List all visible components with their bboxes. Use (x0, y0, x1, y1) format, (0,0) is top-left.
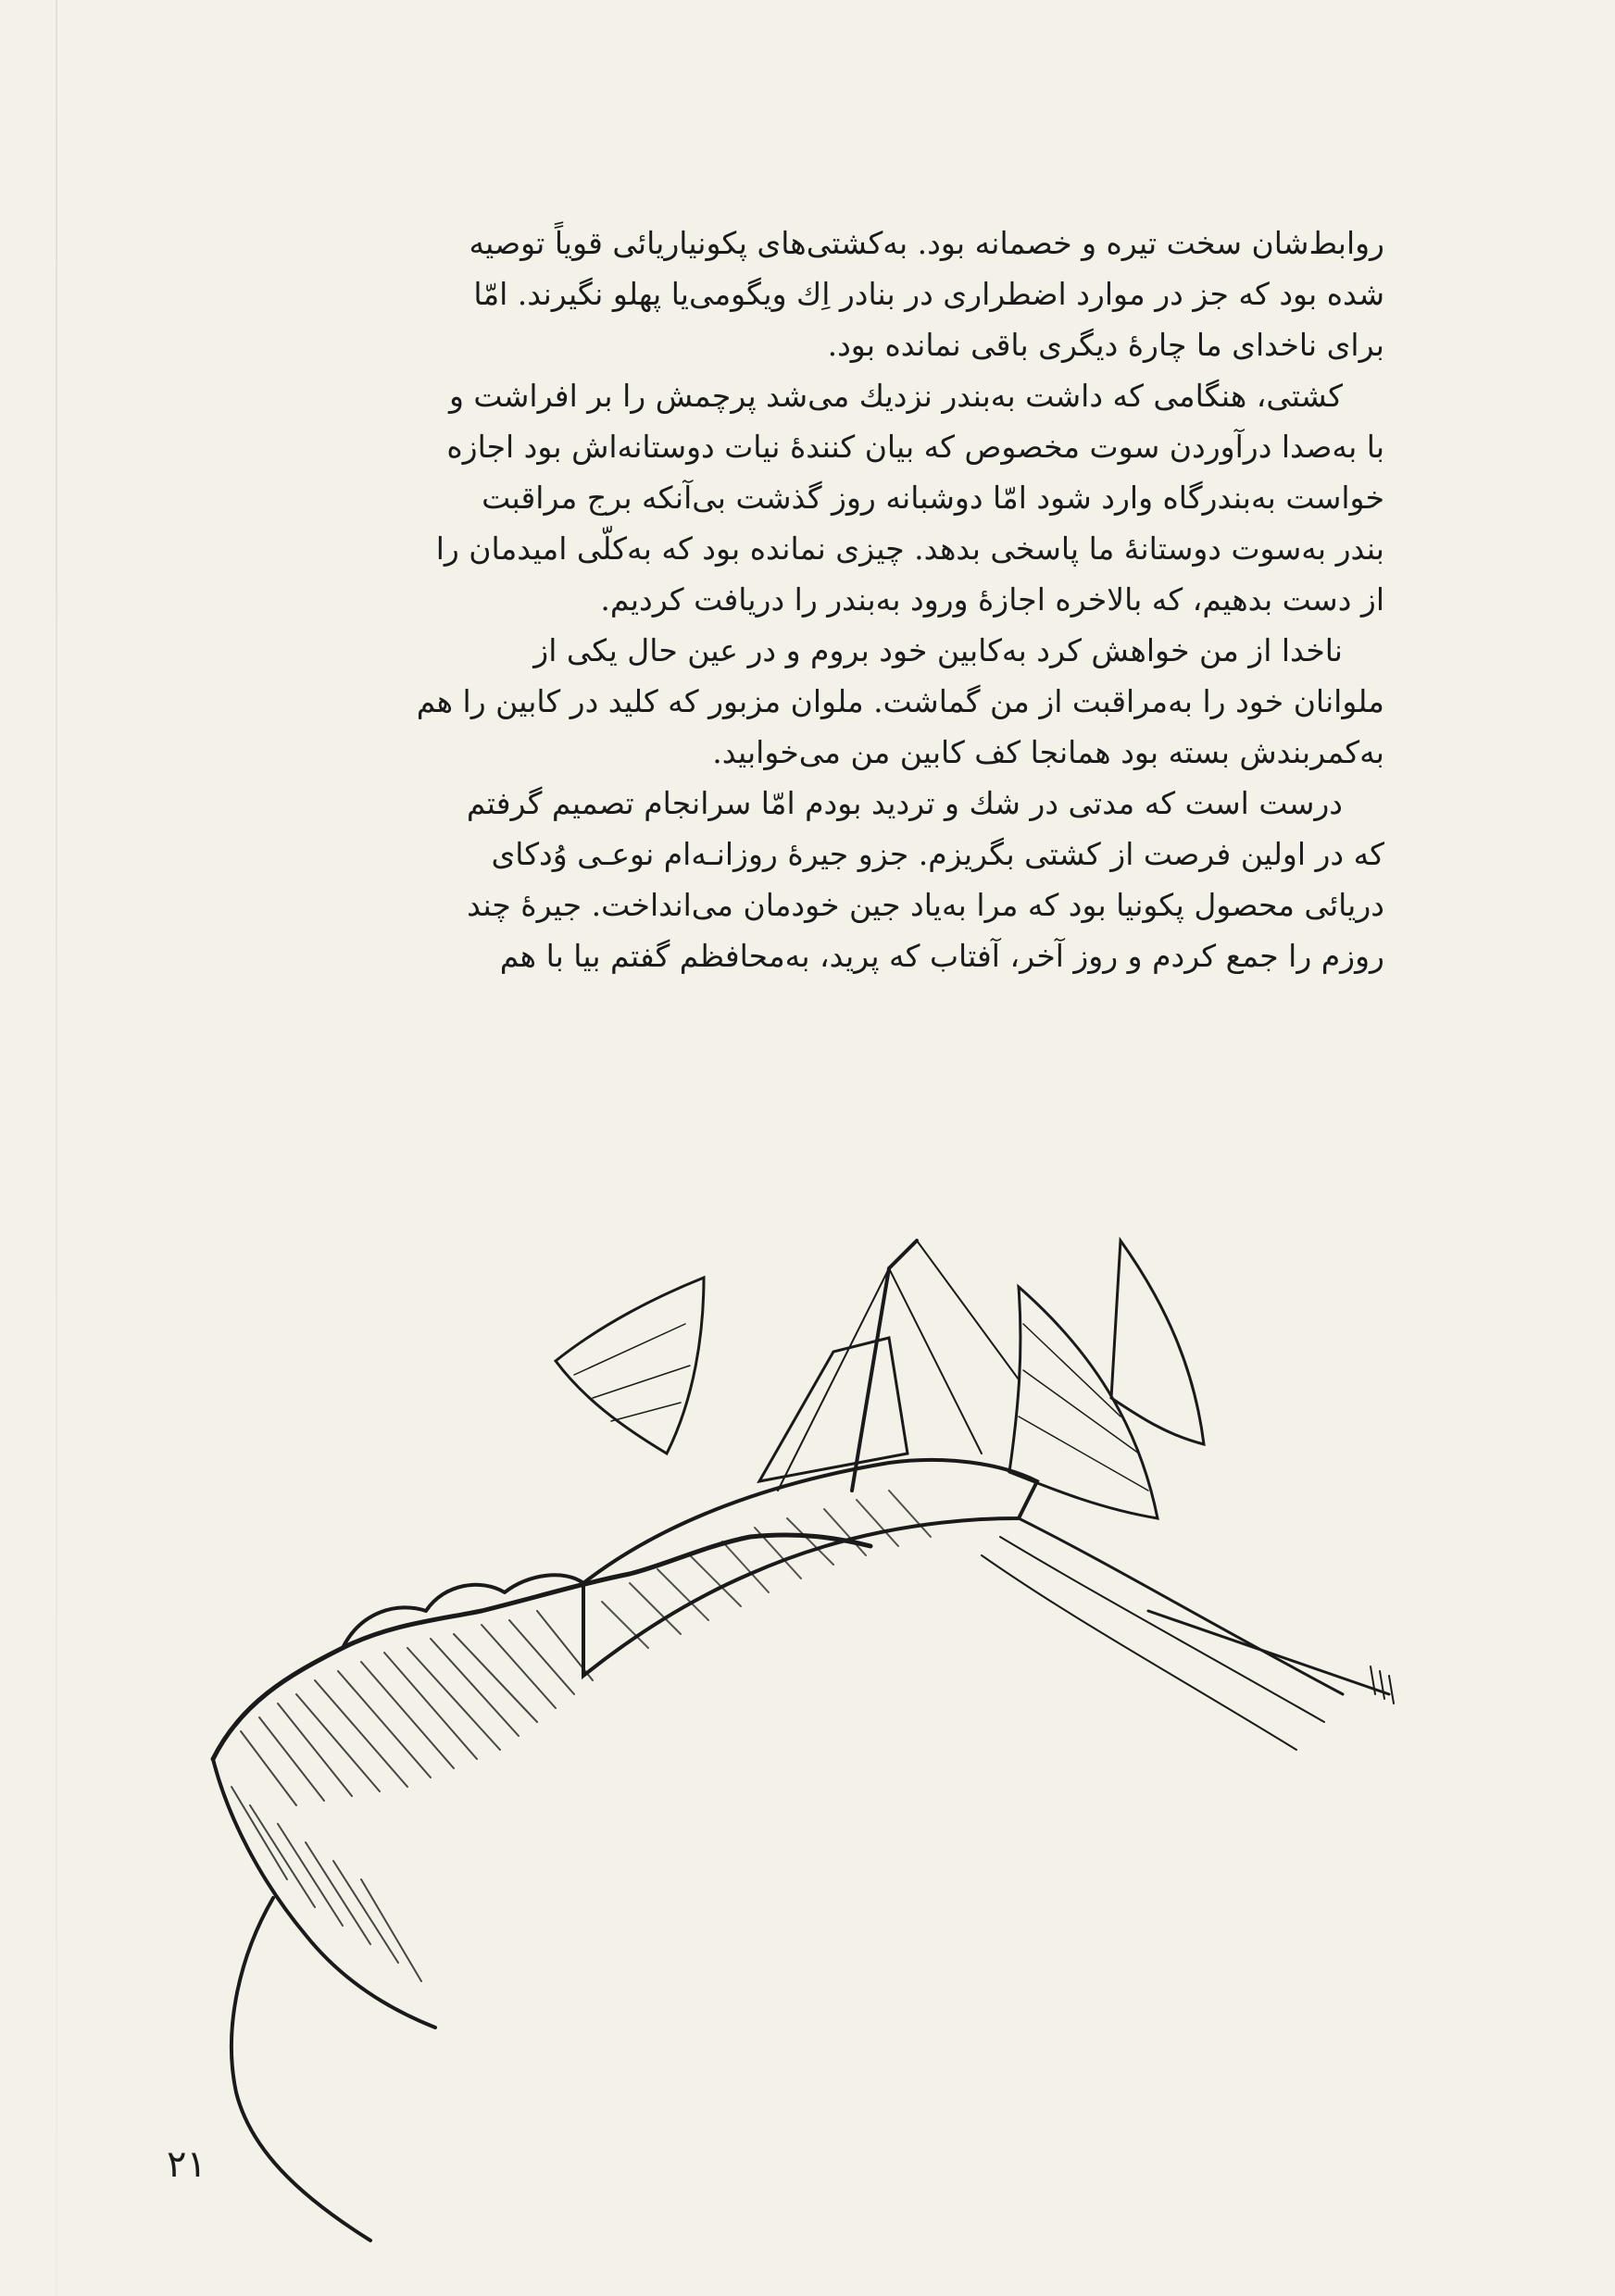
ship-in-hand-icon (185, 1213, 1482, 2277)
hand-outline (213, 1535, 870, 1759)
text-line: به‌کمربندش بسته بود همانجا کف کابین من می‌خوابید. (712, 734, 1384, 770)
text-line: برای ناخدای ما چارهٔ دیگری باقی نمانده بود. (827, 327, 1384, 363)
paragraph-3 (227, 625, 1384, 778)
paragraph-1 (227, 218, 1384, 370)
mast-rigging (778, 1241, 1019, 1491)
text-line: خواست به‌بندرگاه وارد شود امّا دوشبانه روز گذشت بی‌آنکه برج مراقبت (482, 480, 1384, 516)
text-line: درست است که مدتی در شك و تردید بودم امّا سرانجام تصمیم گرفتم (466, 785, 1343, 821)
text-line: دریائی محصول پکونیا بود که مرا به‌یاد جین خودمان می‌انداخت. جیرهٔ چند (467, 887, 1384, 923)
spray-line (1000, 1537, 1324, 1722)
paragraph-4 (227, 778, 1384, 981)
hand-fingers (343, 1575, 583, 1648)
page-number: ۲۱ (167, 2143, 207, 2186)
text-line: روزم را جمع کردم و روز آخر، آفتاب که پرید، به‌محافظم گفتم بیا با هم (499, 938, 1384, 974)
ship-cabin (759, 1338, 908, 1481)
paragraph-2 (227, 370, 1384, 625)
text-line: که در اولین فرصت از کشتی بگریزم. جزو جیرهٔ روزانـه‌ام نوعـی وُدکای (491, 836, 1384, 872)
spray-line (1019, 1518, 1343, 1694)
text-line: ملوانان خود را به‌مراقبت از من گماشت. ملوان مزبور که کلید در کابین را هم (416, 683, 1384, 719)
body-text (227, 218, 1384, 981)
text-line: با به‌صدا درآوردن سوت مخصوص که بیان کنندهٔ نیات دوستانه‌اش بود اجازه (446, 429, 1384, 465)
text-line: ناخدا از من خواهش کرد به‌کابین خود بروم و در عین حال یکی از (533, 632, 1343, 668)
top-sail (1111, 1241, 1204, 1444)
text-line: کشتی، هنگامی که داشت به‌بندر نزدیك می‌شد پرچمش را بر افراشت و (448, 378, 1343, 414)
text-line: شده بود که جز در موارد اضطراری در بنادر اِك ویگومی‌یا پهلو نگیرند. امّا (473, 276, 1384, 312)
text-line: روابط‌شان سخت تیره و خصمانه بود. به‌کشتی‌های پکونیاریائی قویاً توصیه (469, 225, 1384, 261)
page-fold-divider (56, 0, 57, 2296)
oar-marks (1371, 1666, 1394, 1703)
tail-curve (232, 1898, 370, 2240)
hand-hatching (232, 1611, 593, 1981)
left-sail-lines (574, 1324, 690, 1421)
text-line: بندر به‌سوت دوستانهٔ ما پاسخی بدهد. چیزی نمانده بود که به‌کلّی امیدمان را (435, 530, 1384, 567)
spray-line (982, 1555, 1296, 1750)
left-sail (556, 1278, 704, 1454)
right-sail-lines (1019, 1324, 1148, 1491)
text-line: از دست بدهیم، که بالاخره اجازهٔ ورود به‌بندر را دریافت کردیم. (600, 581, 1384, 618)
